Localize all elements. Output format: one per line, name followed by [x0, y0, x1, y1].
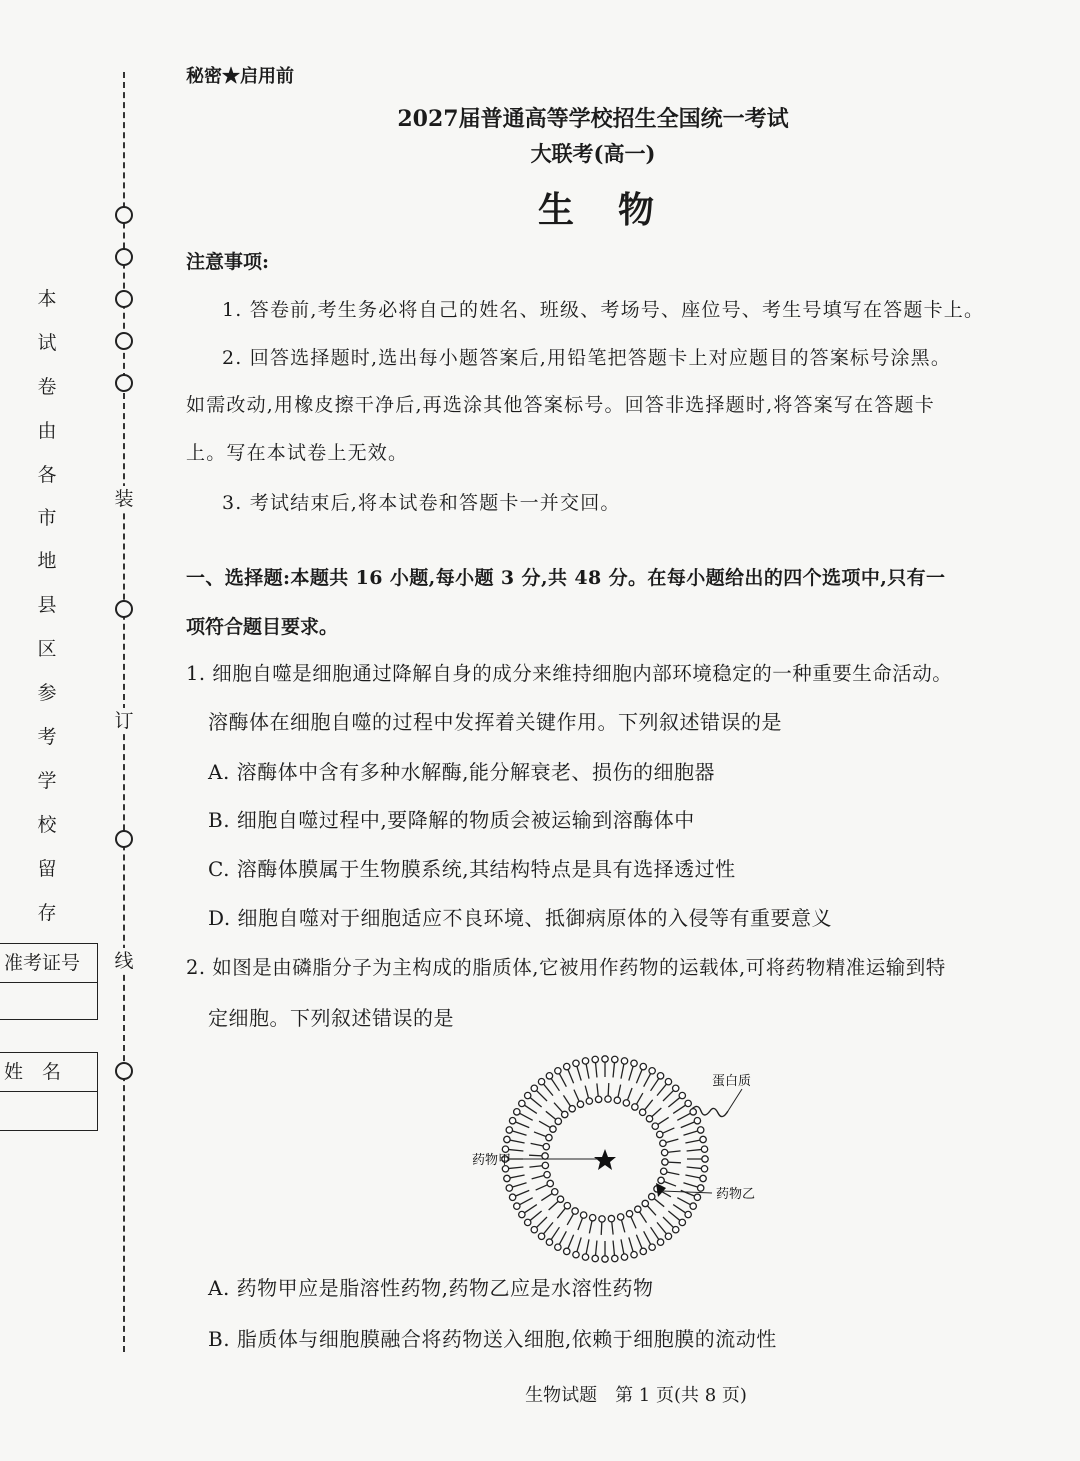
liposome-figure [460, 1045, 780, 1275]
lipid-head [658, 1177, 664, 1183]
lipid-head [661, 1149, 667, 1155]
binding-hole [115, 332, 133, 350]
vertical-char: 区 [37, 638, 57, 660]
vertical-char: 各 [37, 464, 57, 486]
lipid-head [626, 1211, 632, 1217]
lipid-head [702, 1156, 708, 1162]
lipid-head [524, 1219, 530, 1225]
lipid-head [546, 1134, 552, 1140]
notice-item-2-cont: 如需改动,用橡皮擦干净后,再选涂其他答案标号。回答非选择题时,将答案写在答题卡 [186, 394, 935, 416]
binding-hole [115, 248, 133, 266]
q2-option-a: A. 药物甲应是脂溶性药物,药物乙应是水溶性药物 [208, 1276, 654, 1300]
lipid-head [612, 1255, 618, 1261]
lipid-head [632, 1104, 638, 1110]
lipid-head [639, 1109, 645, 1115]
binding-hole [115, 600, 133, 618]
binding-char-ding: 订 [111, 708, 137, 734]
vertical-char: 地 [37, 550, 57, 572]
lipid-head [602, 1256, 608, 1262]
vertical-char: 由 [37, 420, 57, 442]
lipid-head [514, 1203, 520, 1209]
lipid-head [592, 1255, 598, 1261]
vertical-char: 校 [37, 814, 57, 836]
lipid-head [509, 1194, 515, 1200]
lipid-head [592, 1056, 598, 1062]
binding-hole [115, 374, 133, 392]
lipid-head [602, 1056, 608, 1062]
lipid-head [538, 1233, 544, 1239]
vertical-char: 留 [37, 858, 57, 880]
lipid-head [564, 1203, 570, 1209]
section-heading-cont: 项符合题目要求。 [186, 616, 339, 638]
lipid-head [661, 1168, 667, 1174]
exam-id-field[interactable] [0, 983, 97, 1019]
subject-title: 生 物 [537, 189, 658, 231]
q1-option-d: D. 细胞自噬对于细胞适应不良环境、抵御病原体的入侵等有重要意义 [208, 906, 833, 930]
lipid-head [519, 1211, 525, 1217]
notice-item-1: 1. 答卷前,考生务必将自己的姓名、班级、考场号、座位号、考生号填写在答题卡上。 [222, 299, 985, 321]
lipid-head [657, 1073, 663, 1079]
lipid-head [547, 1180, 553, 1186]
lipid-head [697, 1127, 703, 1133]
notice-heading: 注意事项: [186, 251, 270, 273]
drug-b-mark [656, 1183, 666, 1197]
protein-label: 蛋白质 [712, 1074, 752, 1089]
lipid-head [679, 1219, 685, 1225]
vertical-char: 本 [37, 288, 57, 310]
lipid-head [580, 1212, 586, 1218]
lipid-head [582, 1254, 588, 1260]
lipid-head [572, 1208, 578, 1214]
lipid-head [586, 1098, 592, 1104]
lipid-head [617, 1214, 623, 1220]
binding-hole [115, 1062, 133, 1080]
lipid-head [582, 1058, 588, 1064]
lipid-head [538, 1078, 544, 1084]
binding-hole [115, 290, 133, 308]
lipid-head [690, 1109, 696, 1115]
lipid-head [608, 1215, 614, 1221]
lipid-head [555, 1068, 561, 1074]
vertical-char: 县 [37, 594, 57, 616]
q2-stem: 2. 如图是由磷脂分子为主构成的脂质体,它被用作药物的运载体,可将药物精准运输到特 [186, 956, 946, 979]
lipid-head [557, 1196, 563, 1202]
lipid-head [679, 1092, 685, 1098]
lipid-head [595, 1096, 601, 1102]
binding-char-zhuang: 装 [111, 486, 137, 512]
drug-b-label: 药物乙 [716, 1187, 756, 1202]
lipid-head [635, 1206, 641, 1212]
vertical-char: 市 [37, 507, 57, 529]
q2-option-b: B. 脂质体与细胞膜融合将药物送入细胞,依赖于细胞膜的流动性 [208, 1327, 777, 1351]
lipid-head [657, 1131, 663, 1137]
lipid-head [665, 1233, 671, 1239]
name-box[interactable] [0, 1052, 98, 1131]
lipid-head [564, 1248, 570, 1254]
lipid-head [642, 1200, 648, 1206]
lipid-head [700, 1175, 706, 1181]
binding-char-xian: 线 [111, 948, 137, 974]
binding-hole [115, 830, 133, 848]
lipid-head [660, 1140, 666, 1146]
name-field[interactable] [0, 1092, 97, 1130]
lipid-head [546, 1073, 552, 1079]
secret-mark: 秘密★启用前 [186, 66, 294, 87]
q1-option-b: B. 细胞自噬过程中,要降解的物质会被运输到溶酶体中 [208, 808, 695, 832]
lipid-head [542, 1162, 548, 1168]
lipid-head [614, 1097, 620, 1103]
lipid-head [701, 1146, 707, 1152]
notice-item-2-end: 上。写在本试卷上无效。 [186, 442, 409, 464]
notice-item-2: 2. 回答选择题时,选出每小题答案后,用铅笔把答题卡上对应题目的答案标号涂黑。 [222, 347, 952, 369]
lipid-head [544, 1171, 550, 1177]
lipid-head [640, 1063, 646, 1069]
lipid-head [504, 1175, 510, 1181]
lipid-head [697, 1185, 703, 1191]
vertical-char: 卷 [37, 376, 57, 398]
lipid-head [509, 1118, 515, 1124]
lipid-head [506, 1127, 512, 1133]
lipid-head [524, 1092, 530, 1098]
lipid-head [502, 1146, 508, 1152]
lipid-head [700, 1136, 706, 1142]
lipid-head [555, 1118, 561, 1124]
lipid-head [621, 1254, 627, 1260]
lipid-head [631, 1060, 637, 1066]
lipid-head [514, 1109, 520, 1115]
lipid-head [649, 1068, 655, 1074]
protein-squiggle [692, 1106, 728, 1116]
lipid-head [657, 1239, 663, 1245]
lipid-head [531, 1085, 537, 1091]
lipid-head [649, 1244, 655, 1250]
lipid-head [573, 1251, 579, 1257]
lipid-head [623, 1100, 629, 1106]
lipid-head [599, 1216, 605, 1222]
lipid-head [649, 1193, 655, 1199]
lipid-head [605, 1096, 611, 1102]
exam-id-box[interactable] [0, 943, 98, 1020]
lipid-head [701, 1166, 707, 1172]
q2-stem-cont: 定细胞。下列叙述错误的是 [208, 1006, 454, 1030]
q1-option-a: A. 溶酶体中含有多种水解酶,能分解衰老、损伤的细胞器 [208, 760, 716, 784]
drug-a-label: 药物甲 [472, 1153, 512, 1168]
lipid-head [662, 1159, 668, 1165]
lipid-head [621, 1058, 627, 1064]
lipid-head [685, 1211, 691, 1217]
lipid-head [694, 1194, 700, 1200]
lipid-head [504, 1136, 510, 1142]
vertical-char: 考 [37, 726, 57, 748]
lipid-head [690, 1203, 696, 1209]
name-label: 姓 名 [0, 1053, 97, 1092]
lipid-head [569, 1106, 575, 1112]
lipid-head [519, 1100, 525, 1106]
exam-subtitle: 大联考(高一) [530, 141, 656, 166]
vertical-char: 存 [37, 902, 57, 924]
q1-stem-cont: 溶酶体在细胞自噬的过程中发挥着关键作用。下列叙述错误的是 [208, 710, 782, 734]
lipid-head [506, 1185, 512, 1191]
lipid-head [531, 1227, 537, 1233]
notice-item-3: 3. 考试结束后,将本试卷和答题卡一并交回。 [222, 492, 621, 514]
lipid-head [543, 1143, 549, 1149]
lipid-head [589, 1215, 595, 1221]
vertical-char: 试 [37, 332, 57, 354]
lipid-head [673, 1085, 679, 1091]
lipid-head [564, 1063, 570, 1069]
lipid-head [552, 1189, 558, 1195]
lipid-head [640, 1248, 646, 1254]
lipid-head [652, 1123, 658, 1129]
exam-id-label: 准考证号 [0, 944, 97, 983]
section-heading: 一、选择题:本题共 16 小题,每小题 3 分,共 48 分。在每小题给出的四个选项中,只有一 [186, 567, 946, 589]
lipid-head [685, 1100, 691, 1106]
q1-stem: 1. 细胞自噬是细胞通过降解自身的成分来维持细胞内部环境稳定的一种重要生命活动。 [186, 662, 953, 685]
q1-option-c: C. 溶酶体膜属于生物膜系统,其结构特点是具有选择透过性 [208, 857, 736, 881]
lipid-head [573, 1060, 579, 1066]
lipid-head [577, 1101, 583, 1107]
lipid-head [694, 1118, 700, 1124]
lipid-head [555, 1244, 561, 1250]
lipid-head [550, 1126, 556, 1132]
lipid-head [646, 1116, 652, 1122]
lipid-head [562, 1111, 568, 1117]
lipid-head [665, 1078, 671, 1084]
lipid-head [631, 1251, 637, 1257]
exam-title: 2027届普通高等学校招生全国统一考试 [397, 106, 789, 132]
protein-pointer [728, 1089, 742, 1111]
lipid-head [542, 1153, 548, 1159]
lipid-head [673, 1227, 679, 1233]
lipid-head [546, 1239, 552, 1245]
vertical-char: 学 [37, 770, 57, 792]
page-footer: 生物试题 第 1 页(共 8 页) [525, 1385, 747, 1406]
lipid-head [612, 1056, 618, 1062]
vertical-char: 参 [37, 682, 57, 704]
